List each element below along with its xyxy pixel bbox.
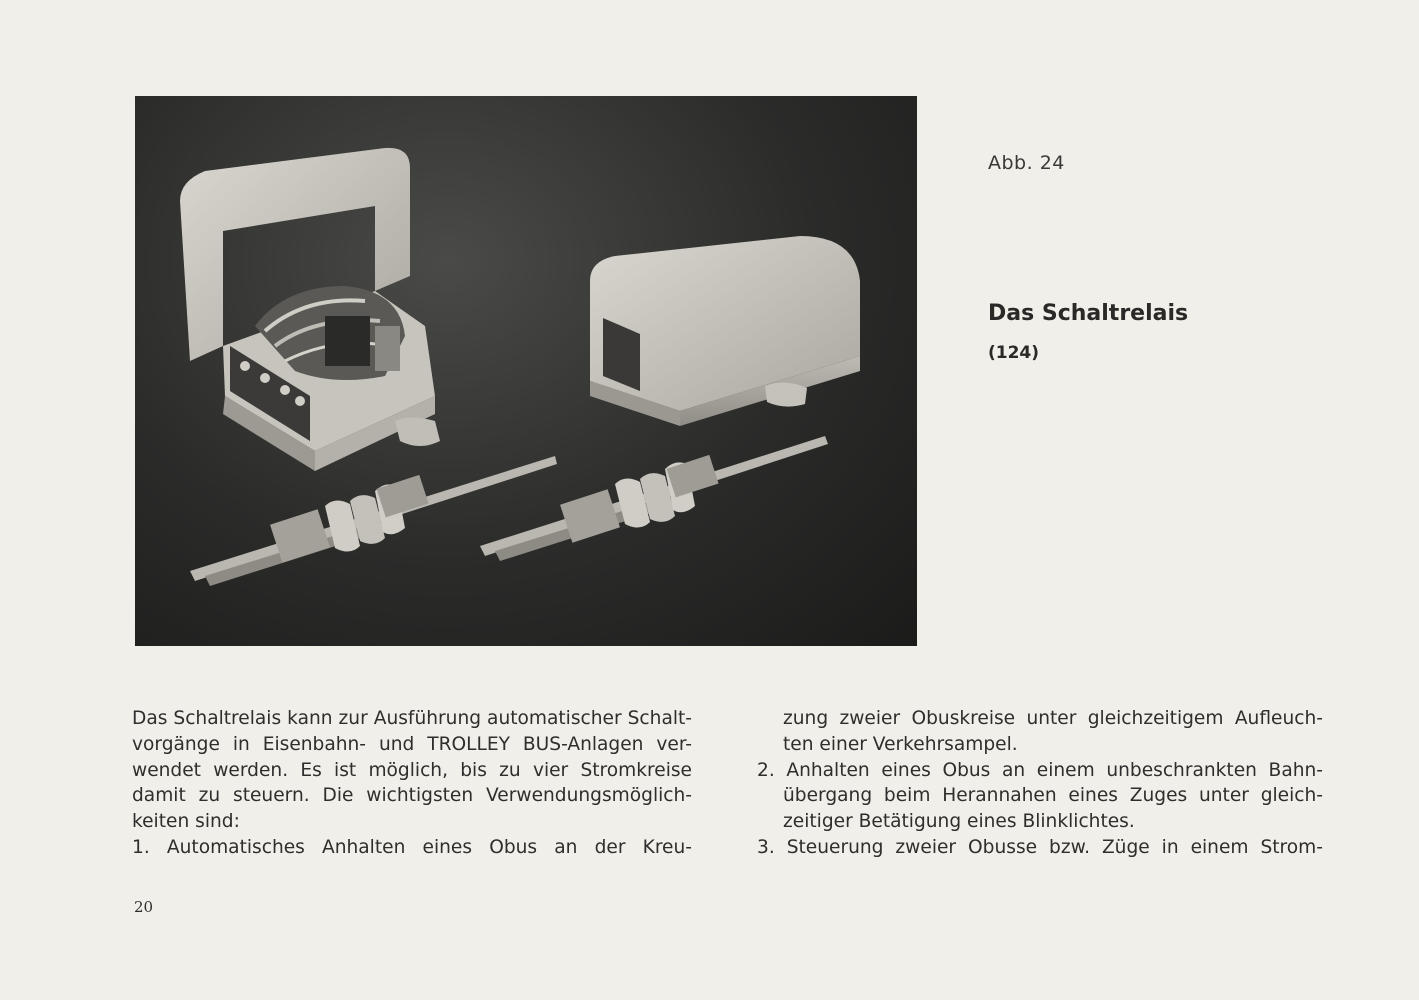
closed-relay-box (590, 236, 860, 426)
list-item-1-continued: zung zweier Obuskreise unter gleichzeitigem Aufleuch- (783, 708, 1323, 729)
relay-photo (135, 96, 917, 646)
list-item-2-start: 2. Anhalten eines Obus an einem unbeschrankten Bahn- (757, 759, 1323, 781)
figure-subtitle: (124) (988, 343, 1040, 363)
figure-title: Das Schaltrelais (988, 301, 1189, 326)
body-line: damit zu steuern. Die wichtigsten Verwendungsmöglich- (132, 785, 692, 807)
list-item-1-start: 1. Automatisches Anhalten eines Obus an der Kreu- (132, 836, 692, 858)
list-item-2-continued: übergang beim Herannahen eines Zuges unter gleich- (783, 785, 1323, 807)
body-line: wendet werden. Es ist möglich, bis zu vier Stromkreise (132, 759, 692, 781)
body-line: keiten sind: (132, 811, 240, 833)
contact-right (480, 436, 828, 561)
contact-left (190, 456, 557, 586)
list-item-2-end: zeitiger Betätigung eines Blinklichtes. (783, 811, 1135, 833)
list-item-3-start: 3. Steuerung zweier Obusse bzw. Züge in einem Strom- (757, 836, 1323, 858)
open-relay-box (180, 148, 440, 471)
relay-photo-illustration (135, 96, 917, 646)
text-column-left (132, 706, 692, 861)
body-line: Das Schaltrelais kann zur Ausführung automatischer Schalt- (132, 708, 692, 729)
page-number: 20 (134, 898, 154, 916)
text-column-right (757, 706, 1323, 861)
figure-label: Abb. 24 (988, 152, 1065, 174)
body-line: vorgänge in Eisenbahn- und TROLLEY BUS-Anlagen ver- (132, 733, 692, 755)
list-item-1-end: ten einer Verkehrsampel. (783, 733, 1018, 755)
